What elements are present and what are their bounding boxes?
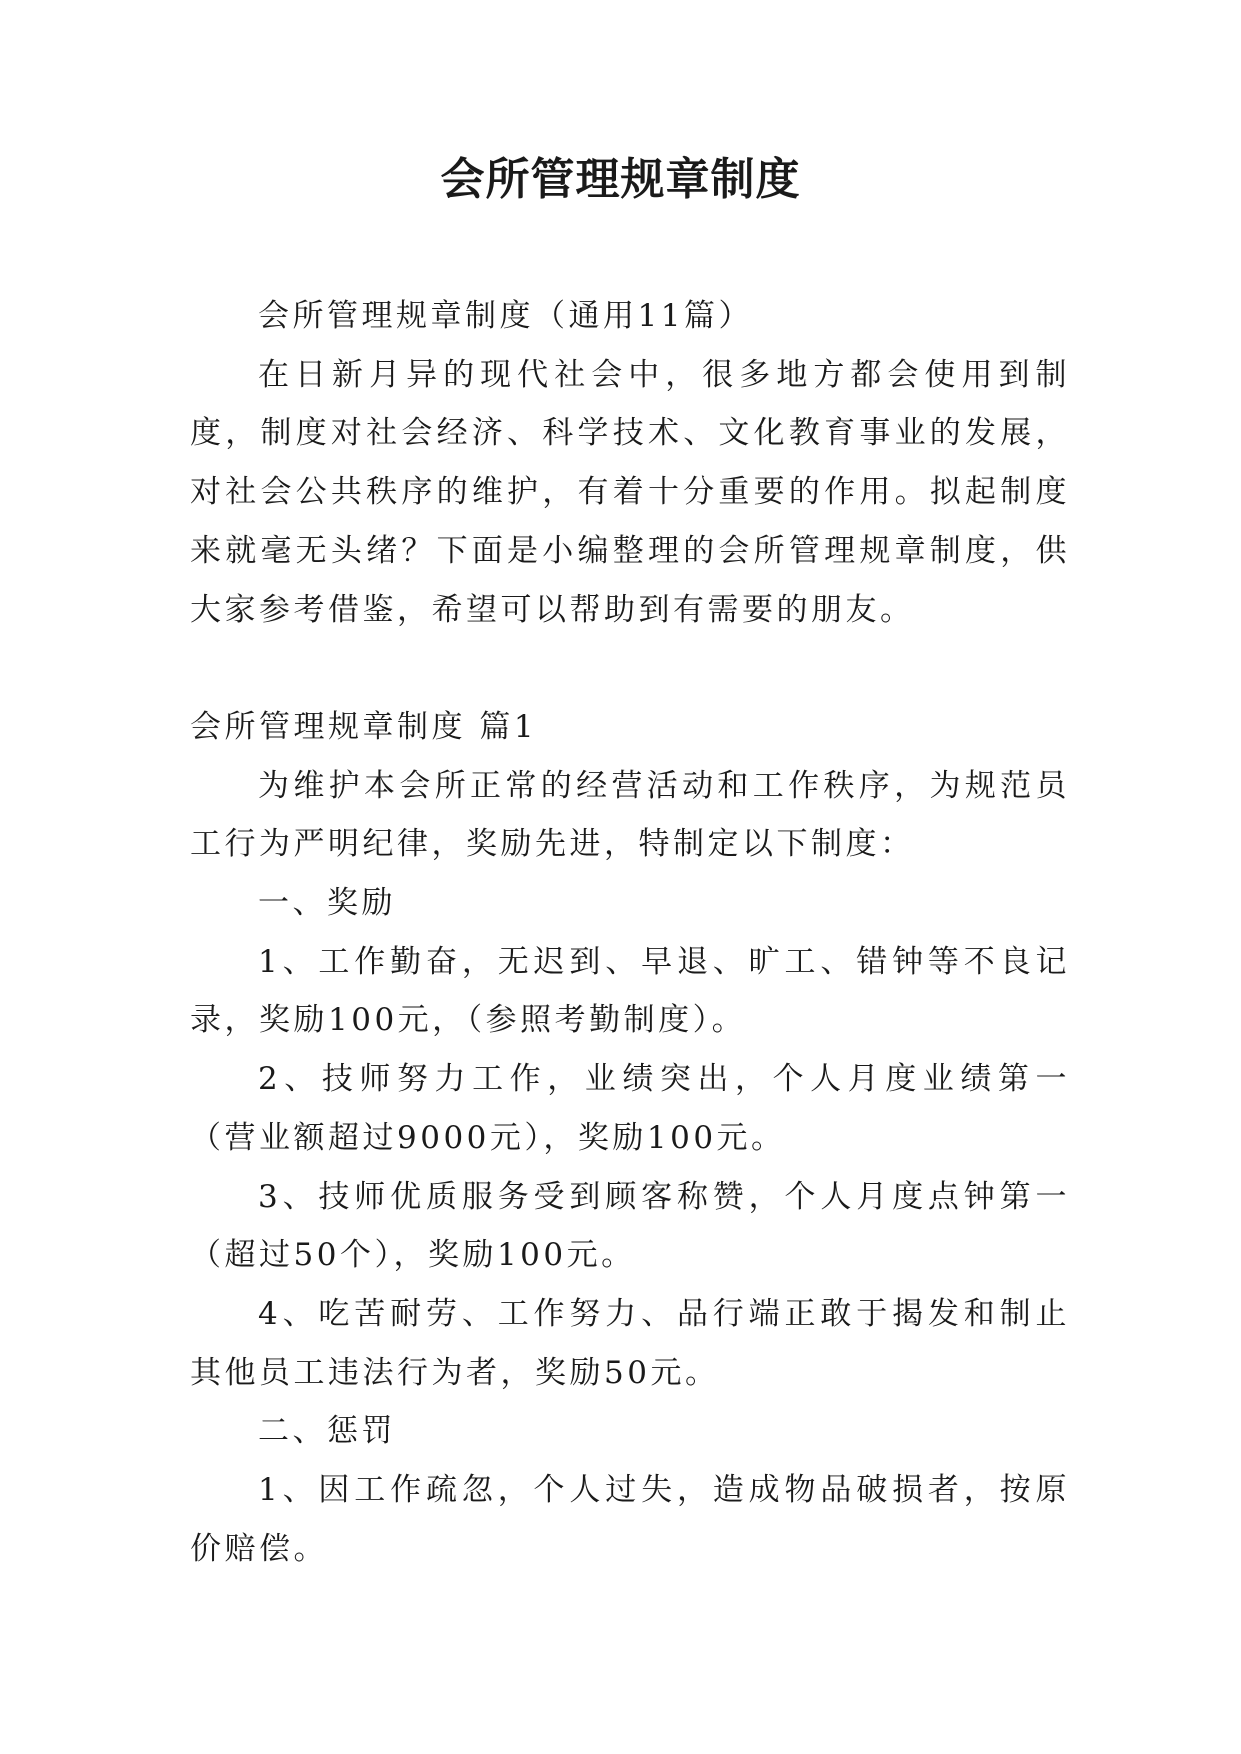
spacer bbox=[190, 639, 1070, 698]
reward-item-4: 4、吃苦耐劳、工作努力、品行端正敢于揭发和制止其他员工违法行为者，奖励50元。 bbox=[190, 1295, 1070, 1391]
penalty-item-1: 1、因工作疏忽，个人过失，造成物品破损者，按原价赔偿。 bbox=[190, 1472, 1070, 1567]
document-body bbox=[190, 287, 1070, 1578]
reward-item-3: 3、技师优质服务受到顾客称赞，个人月度点钟第一（超过50个），奖励100元。 bbox=[190, 1178, 1070, 1274]
heading-penalties: 二、惩罚 bbox=[258, 1413, 396, 1450]
intro-paragraph: 在日新月异的现代社会中，很多地方都会使用到制度，制度对社会经济、科学技术、文化教育事业的发展，对社会公共秩序的维护，有着十分重要的作用。拟起制度来就毫无头绪？下面是小编整理的会所管理规章制度，供大家参考借鉴，希望可以帮助到有需要的朋友。 bbox=[190, 356, 1070, 628]
document-title: 会所管理规章制度 bbox=[440, 154, 801, 205]
reward-item-1: 1、工作勤奋，无迟到、早退、旷工、错钟等不良记录，奖励100元，（参照考勤制度）。 bbox=[190, 943, 1070, 1039]
document-subtitle: 会所管理规章制度（通用11篇） bbox=[258, 298, 753, 334]
reward-item-2: 2、技师努力工作，业绩突出，个人月度业绩第一（营业额超过9000元），奖励100元。 bbox=[190, 1061, 1070, 1156]
paragraph-purpose: 为维护本会所正常的经营活动和工作秩序，为规范员工行为严明纪律，奖励先进，特制定以下制度： bbox=[190, 767, 1070, 863]
section-heading: 会所管理规章制度 篇1 bbox=[190, 708, 538, 745]
heading-rewards: 一、奖励 bbox=[258, 885, 396, 922]
